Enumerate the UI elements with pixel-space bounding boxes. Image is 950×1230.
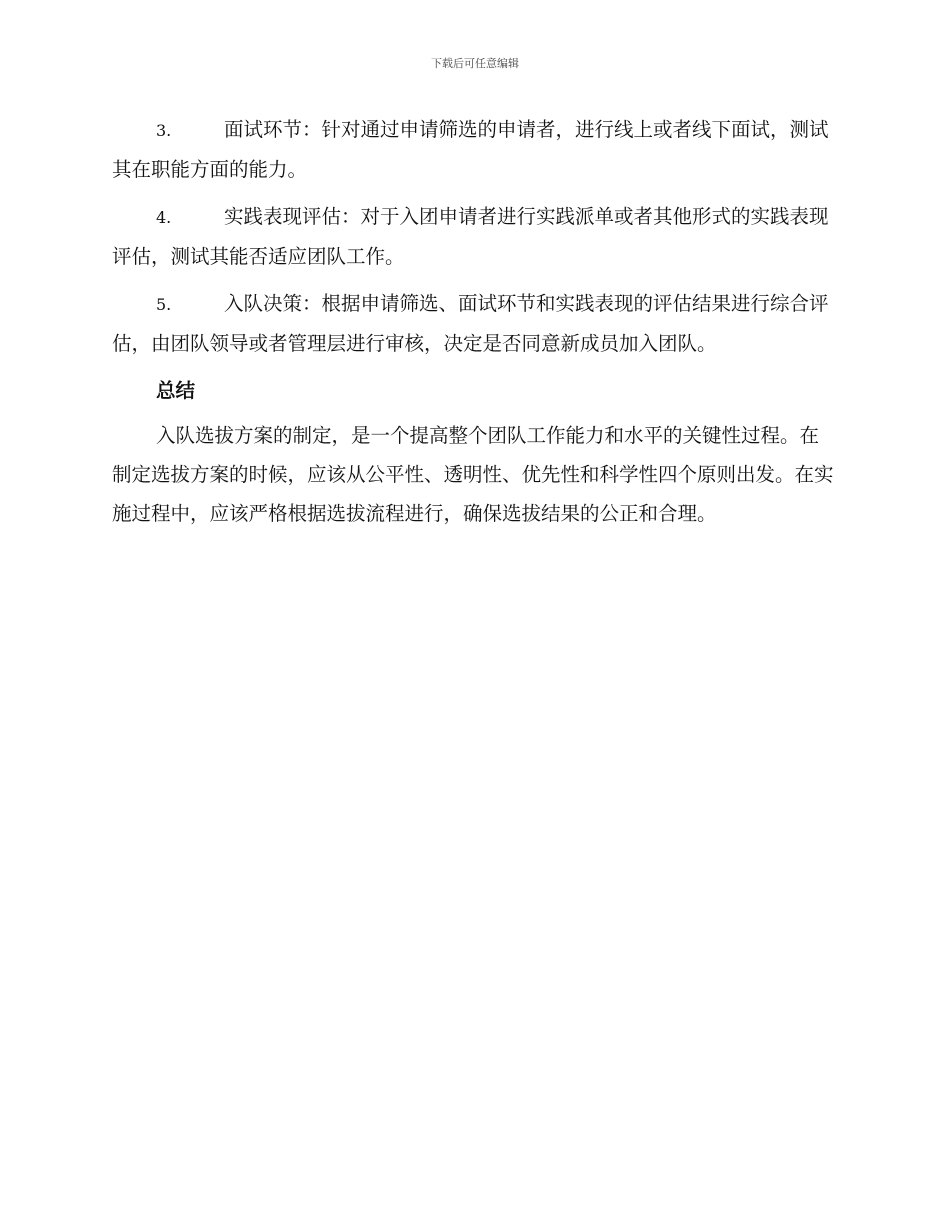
- list-item: [112, 110, 837, 189]
- list-item: [112, 284, 837, 363]
- section-title-summary: 总结: [156, 379, 196, 402]
- list-item: [112, 197, 837, 276]
- list-item-text: 实践表现评估：对于入团申请者进行实践派单或者其他形式的实践表现评估，测试其能否适应团队工作。: [112, 205, 829, 268]
- list-item-text: 面试环节：针对通过申请筛选的申请者，进行线上或者线下面试，测试其在职能方面的能力。: [112, 118, 829, 181]
- document-body: [112, 110, 837, 533]
- list-item-number: 3.: [156, 121, 172, 140]
- list-item-text: 入队决策：根据申请筛选、面试环节和实践表现的评估结果进行综合评估，由团队领导或者管理层进行审核，决定是否同意新成员加入团队。: [112, 292, 829, 355]
- summary-paragraph: 入队选拔方案的制定，是一个提高整个团队工作能力和水平的关键性过程。在制定选拔方案的时候，应该从公平性、透明性、优先性和科学性四个原则出发。在实施过程中，应该严格根据选拔流程进行，确保选拔结果的公正和合理。: [112, 424, 834, 525]
- header-note: 下载后可任意编辑: [431, 57, 519, 70]
- list-item-number: 4.: [156, 208, 172, 227]
- list-item-number: 5.: [156, 295, 172, 314]
